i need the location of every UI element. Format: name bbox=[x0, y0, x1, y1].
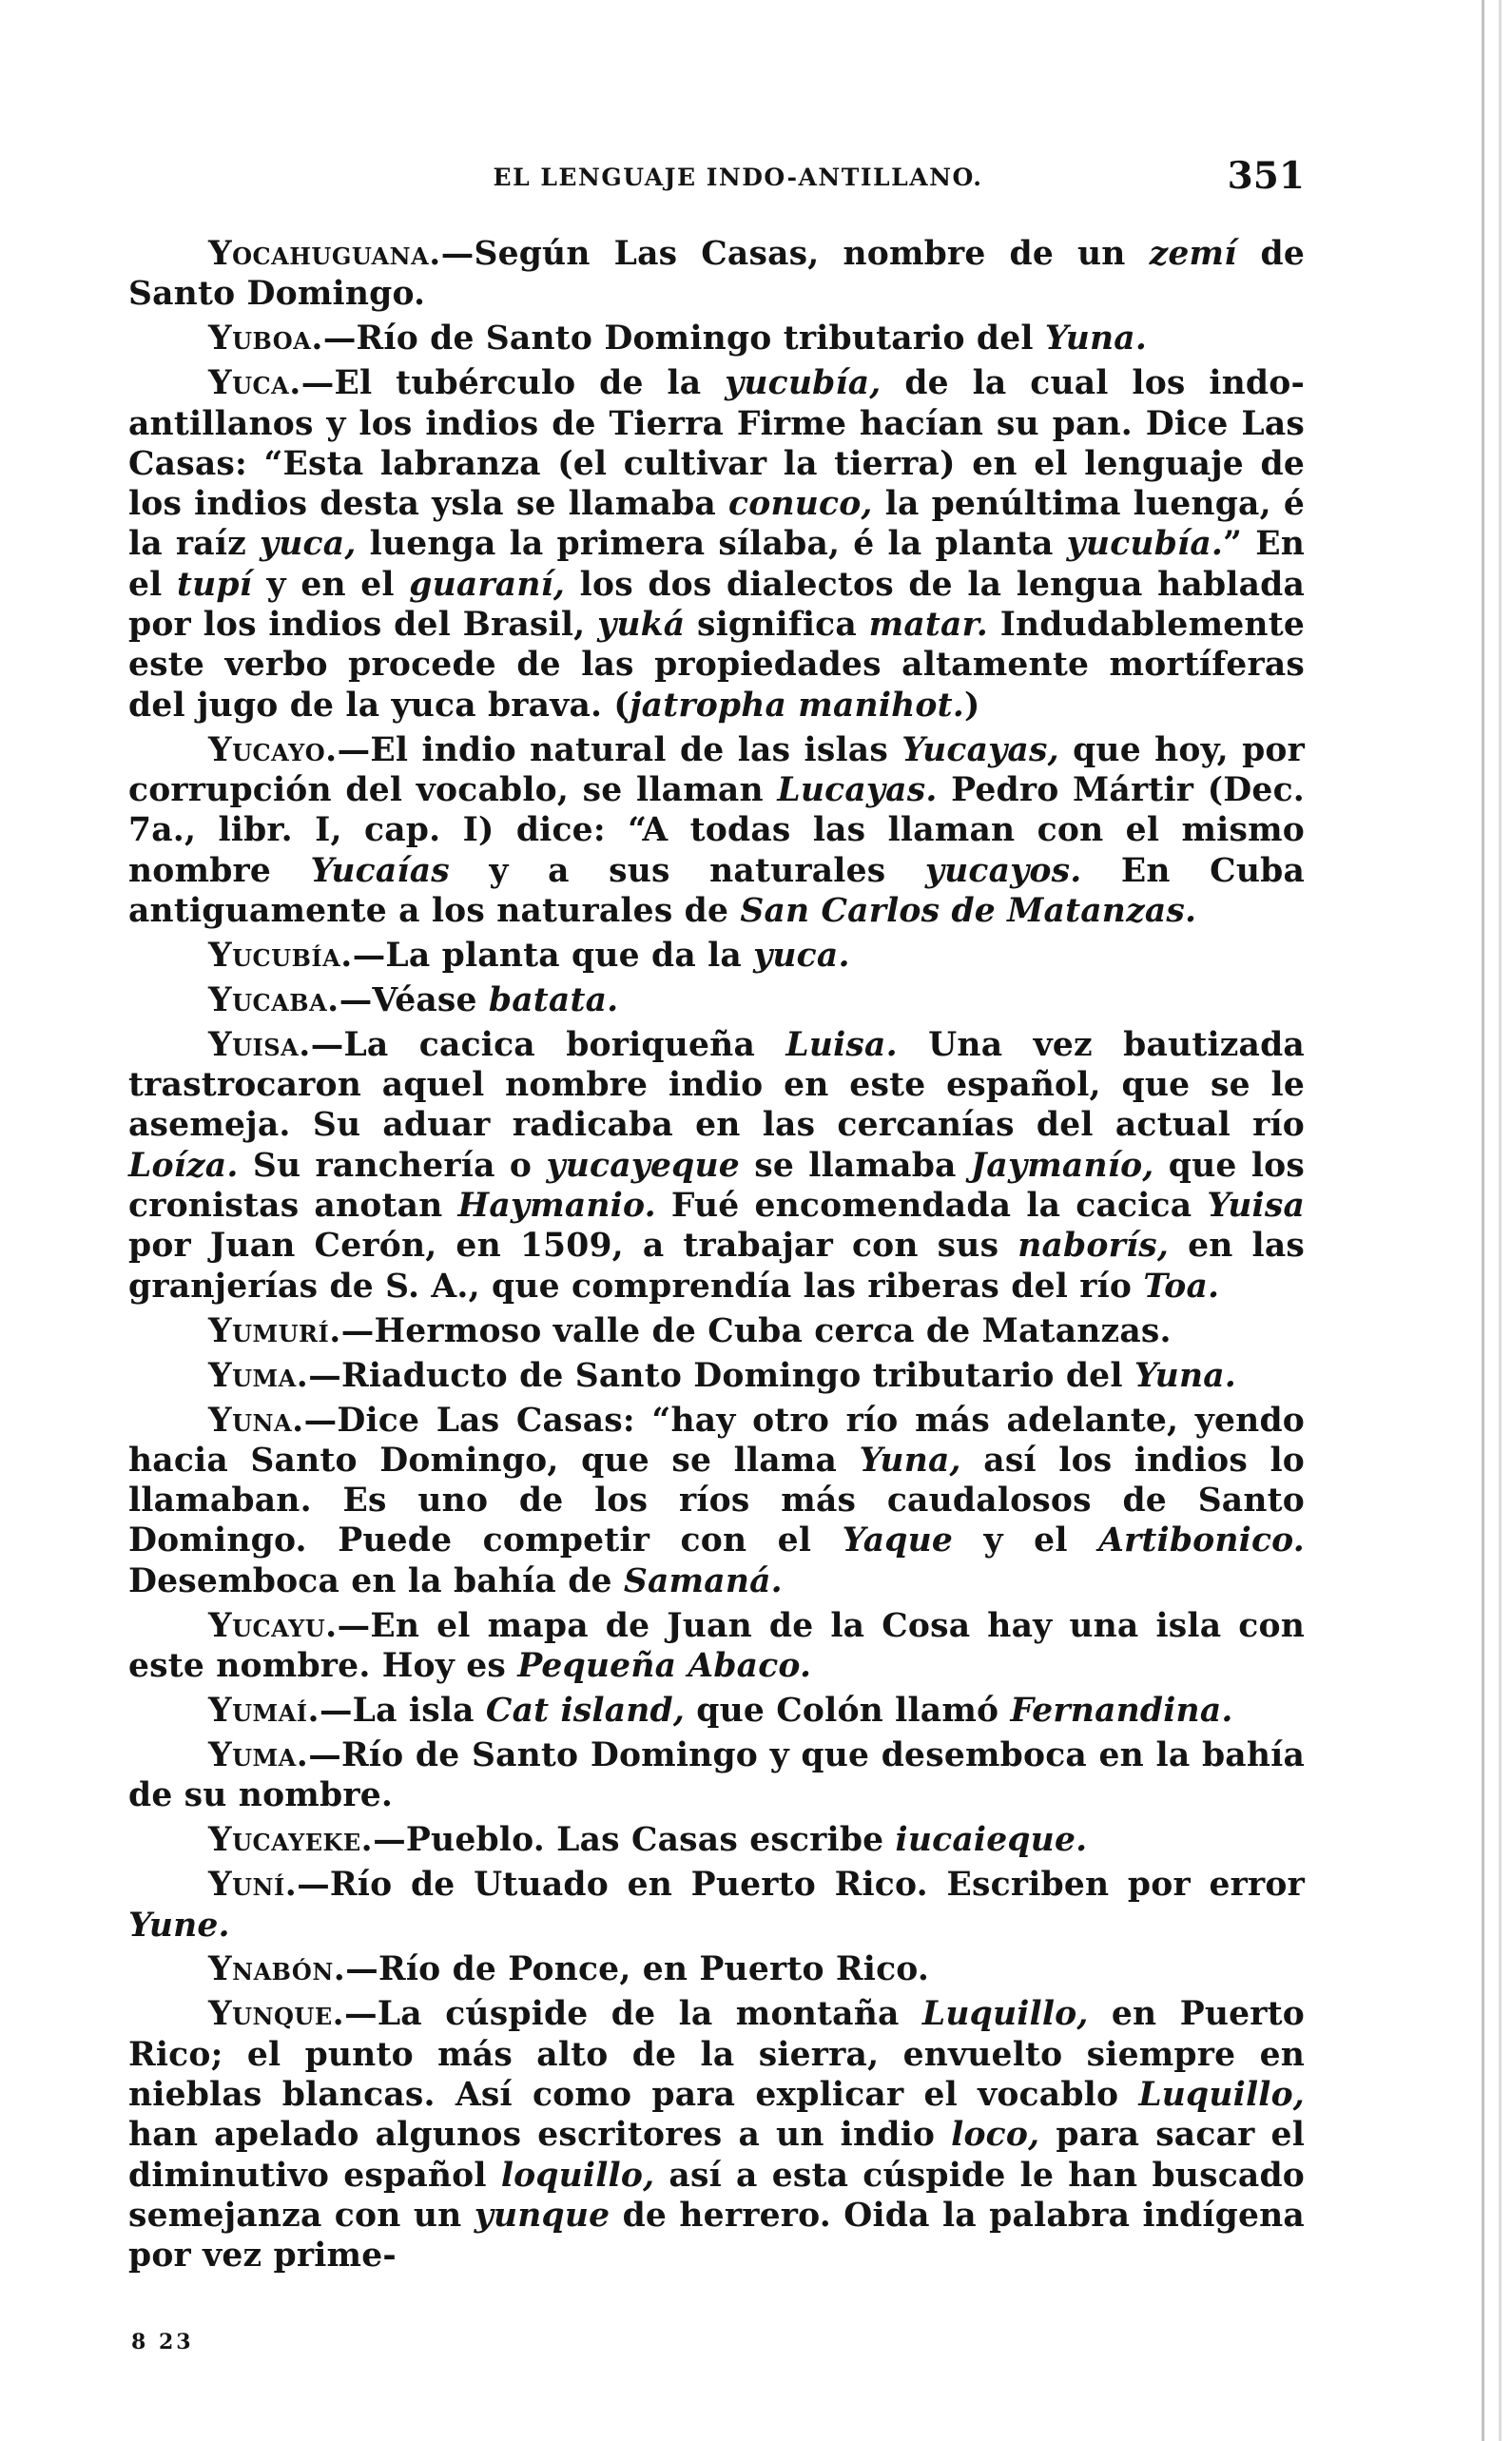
dictionary-entry bbox=[128, 730, 1305, 931]
entry-headword: Yuma. bbox=[208, 1735, 309, 1774]
entry-text: por Juan Cerón, en 1509, a trabajar con sus bbox=[128, 1227, 1018, 1266]
entry-italic-term: naborís, bbox=[1018, 1227, 1170, 1266]
entry-italic-term: Yuna. bbox=[1134, 1356, 1237, 1395]
entry-italic-term: Luquillo, bbox=[921, 1995, 1089, 2034]
entry-italic-term: yucayos. bbox=[924, 851, 1082, 890]
entry-text: de herrero. Oida la palabra indígena por vez prime- bbox=[128, 2196, 1305, 2276]
entry-text: y en el bbox=[252, 565, 410, 604]
entry-text: Pedro Mártir (Dec. 7a., libr. I, cap. I) dice: “A todas las llaman con el mismo nombre bbox=[128, 770, 1305, 890]
entry-text: —Río de Santo Domingo tributario del bbox=[322, 320, 1045, 358]
entry-italic-term: loquillo, bbox=[500, 2156, 655, 2195]
entry-text: de Santo Domingo. bbox=[128, 235, 1305, 314]
entry-text: —Pueblo. Las Casas escribe bbox=[373, 1821, 896, 1860]
dictionary-entry bbox=[128, 1691, 1305, 1731]
entry-italic-term: Loíza. bbox=[128, 1146, 239, 1185]
dictionary-entry bbox=[128, 1949, 1305, 1989]
entry-italic-term: zemí bbox=[1149, 235, 1237, 273]
entry-text: así a esta cúspide le han buscado semejanza con un bbox=[128, 2156, 1305, 2235]
entry-italic-term: batata. bbox=[488, 980, 619, 1019]
entry-headword: Yuboa. bbox=[208, 320, 323, 358]
entry-text: la penúltima luenga, é la raíz bbox=[128, 485, 1305, 564]
entry-text: que hoy, por corrupción del vocablo, se llaman bbox=[128, 730, 1306, 809]
dictionary-entry bbox=[128, 1311, 1305, 1351]
entry-headword: Yumaí. bbox=[208, 1691, 320, 1730]
entry-text: en Puerto Rico; el punto más alto de la sierra, envuelto siempre en nieblas blancas. Así como para explicar el vocablo bbox=[128, 1995, 1305, 2115]
entry-italic-term: tupí bbox=[176, 565, 253, 604]
entry-headword: Yocahuguana. bbox=[208, 235, 441, 273]
page-edge-line bbox=[1482, 0, 1484, 2441]
printer-signature: 8 23 bbox=[131, 2330, 194, 2354]
entry-italic-term: Pequeña Abaco. bbox=[517, 1646, 812, 1685]
entry-text: —La cúspide de la montaña bbox=[344, 1995, 922, 2034]
entry-headword: Yucayo. bbox=[208, 730, 338, 769]
entry-text: Fué encomendada la cacica bbox=[655, 1186, 1208, 1225]
entry-italic-term: Yuna. bbox=[1044, 320, 1148, 358]
page-header bbox=[171, 152, 1305, 196]
dictionary-entry bbox=[128, 234, 1305, 315]
entry-italic-term: Cat island, bbox=[485, 1691, 686, 1730]
entry-italic-term: Yucaías bbox=[310, 851, 450, 890]
entry-text: Desemboca en la bahía de bbox=[128, 1561, 624, 1600]
entry-italic-term: Luisa. bbox=[785, 1025, 898, 1064]
dictionary-entry bbox=[128, 363, 1305, 726]
entry-italic-term: Yune. bbox=[128, 1906, 230, 1945]
entry-italic-term: Toa. bbox=[1143, 1267, 1220, 1306]
entry-headword: Yucaba. bbox=[208, 980, 339, 1019]
entry-text: —Según Las Casas, nombre de un bbox=[440, 235, 1150, 273]
page-number: 351 bbox=[1227, 154, 1305, 198]
dictionary-entry bbox=[128, 1356, 1305, 1396]
entry-text: —Riaducto de Santo Domingo tributario del bbox=[308, 1356, 1134, 1395]
entry-text: —La planta que da la bbox=[352, 936, 754, 975]
entry-italic-term: Yuisa bbox=[1207, 1186, 1306, 1225]
entry-text: significa bbox=[685, 606, 869, 645]
dictionary-entry bbox=[128, 980, 1305, 1020]
entry-italic-term: loco, bbox=[951, 2116, 1040, 2155]
entry-text: los dos dialectos de la lengua hablada por los indios del Brasil, bbox=[128, 565, 1306, 645]
dictionary-entry bbox=[128, 1820, 1305, 1860]
entry-headword: Yucayu. bbox=[208, 1606, 338, 1645]
entry-text: —El tubérculo de la bbox=[300, 364, 726, 403]
entry-text: ) bbox=[964, 686, 980, 725]
entry-italic-term: Yuna, bbox=[859, 1441, 961, 1480]
entry-text: En Cuba antiguamente a los naturales de bbox=[128, 851, 1305, 930]
entry-text: —Río de Ponce, en Puerto Rico. bbox=[345, 1950, 930, 1989]
entry-italic-term: San Carlos de Matanzas. bbox=[740, 891, 1197, 930]
dictionary-entry bbox=[128, 1735, 1305, 1816]
entry-text: que los cronistas anotan bbox=[128, 1146, 1305, 1225]
entry-text: luenga la primera sílaba, é la planta bbox=[356, 525, 1067, 564]
entry-italic-term: Samaná. bbox=[623, 1561, 783, 1600]
entry-headword: Yuna. bbox=[208, 1401, 304, 1440]
entry-italic-term: Luquillo, bbox=[1138, 2076, 1305, 2115]
entry-italic-term: iucaieque. bbox=[895, 1821, 1088, 1860]
dictionary-entry bbox=[128, 1401, 1305, 1601]
entry-headword: Ynabón. bbox=[208, 1950, 346, 1989]
dictionary-entry bbox=[128, 319, 1305, 358]
running-title: EL LENGUAJE INDO-ANTILLANO. bbox=[493, 164, 983, 191]
entry-italic-term: yucubía. bbox=[1066, 525, 1224, 564]
page-edge-line bbox=[1499, 0, 1502, 2441]
entry-text: así los indios lo llamaban. Es uno de los ríos más caudalosos de Santo Domingo. Puede competir con el bbox=[128, 1441, 1305, 1560]
entry-headword: Yuisa. bbox=[208, 1025, 311, 1064]
entry-headword: Yucayeke. bbox=[208, 1821, 374, 1860]
entry-text: —Hermoso valle de Cuba cerca de Matanzas. bbox=[340, 1311, 1172, 1350]
entry-text: Su ranchería o bbox=[238, 1146, 547, 1185]
dictionary-entry bbox=[128, 936, 1305, 976]
entry-italic-term: guaraní, bbox=[409, 565, 566, 604]
entry-text: —Dice Las Casas: “hay otro río más adelante, yendo hacia Santo Domingo, que se llama bbox=[128, 1401, 1305, 1480]
dictionary-entry bbox=[128, 1606, 1305, 1687]
entry-text: Una vez bautizada trastrocaron aquel nombre indio en este español, que se le asemeja. Su aduar radicaba en las cercanías del actual río bbox=[128, 1025, 1305, 1145]
entry-headword: Yucubía. bbox=[208, 936, 353, 975]
entry-headword: Yuní. bbox=[208, 1866, 298, 1905]
entry-italic-term: Haymanio. bbox=[457, 1186, 656, 1225]
entry-italic-term: matar. bbox=[868, 606, 988, 645]
entry-text: —El indio natural de las islas bbox=[337, 730, 902, 769]
entry-italic-term: Lucayas. bbox=[777, 770, 938, 809]
entry-italic-term: yuca, bbox=[260, 525, 357, 564]
entry-italic-term: conuco, bbox=[728, 485, 873, 524]
entry-italic-term: yuca. bbox=[753, 936, 850, 975]
entry-headword: Yumurí. bbox=[208, 1311, 341, 1350]
entry-text: —Río de Utuado en Puerto Rico. Escriben por error bbox=[297, 1866, 1305, 1905]
entry-text: que Colón llamó bbox=[685, 1691, 1011, 1730]
entry-italic-term: yucayeque bbox=[546, 1146, 740, 1185]
dictionary-entry bbox=[128, 1025, 1305, 1307]
entry-headword: Yuma. bbox=[208, 1356, 309, 1395]
entry-italic-term: Yaque bbox=[842, 1521, 954, 1560]
entry-italic-term: Fernandina. bbox=[1010, 1691, 1233, 1730]
entry-text: de la cual los indo-antillanos y los indios de Tierra Firme hacían su pan. Dice Las Casas: “Esta labranza (el cultivar la tierra) en el lenguaje de los indios desta ysla se llamaba bbox=[128, 364, 1305, 524]
dictionary-entry bbox=[128, 1994, 1305, 2276]
entry-italic-term: Artibonico. bbox=[1098, 1521, 1305, 1560]
dictionary-entry bbox=[128, 1865, 1305, 1946]
entry-text: ” En el bbox=[128, 525, 1305, 604]
entry-text: se llamaba bbox=[739, 1146, 971, 1185]
dictionary-entries bbox=[128, 234, 1305, 2280]
entry-text: —La isla bbox=[319, 1691, 486, 1730]
entry-text: para sacar el diminutivo español bbox=[128, 2116, 1306, 2195]
entry-italic-term: jatropha manihot. bbox=[629, 686, 964, 725]
entry-italic-term: yucubía, bbox=[725, 364, 882, 403]
entry-text: —Véase bbox=[339, 980, 489, 1019]
entry-italic-term: yuká bbox=[597, 606, 686, 645]
entry-text: —La cacica boriqueña bbox=[310, 1025, 786, 1064]
entry-text: y a sus naturales bbox=[449, 851, 925, 890]
entry-text: han apelado algunos escritores a un indio bbox=[128, 2116, 952, 2155]
entry-text: —En el mapa de Juan de la Cosa hay una isla con este nombre. Hoy es bbox=[128, 1606, 1305, 1685]
entry-italic-term: yunque bbox=[474, 2196, 611, 2235]
entry-text: —Río de Santo Domingo y que desemboca en la bahía de su nombre. bbox=[128, 1735, 1305, 1815]
entry-text: y el bbox=[953, 1521, 1099, 1560]
entry-text: Indudablemente este verbo procede de las propiedades altamente mortíferas del jugo de la yuca brava. ( bbox=[128, 606, 1305, 725]
entry-text: en las granjerías de S. A., que comprendía las riberas del río bbox=[128, 1227, 1305, 1306]
entry-headword: Yunque. bbox=[208, 1995, 345, 2034]
entry-italic-term: Yucayas, bbox=[901, 730, 1059, 769]
entry-headword: Yuca. bbox=[208, 364, 301, 403]
entry-italic-term: Jaymanío, bbox=[970, 1146, 1154, 1185]
